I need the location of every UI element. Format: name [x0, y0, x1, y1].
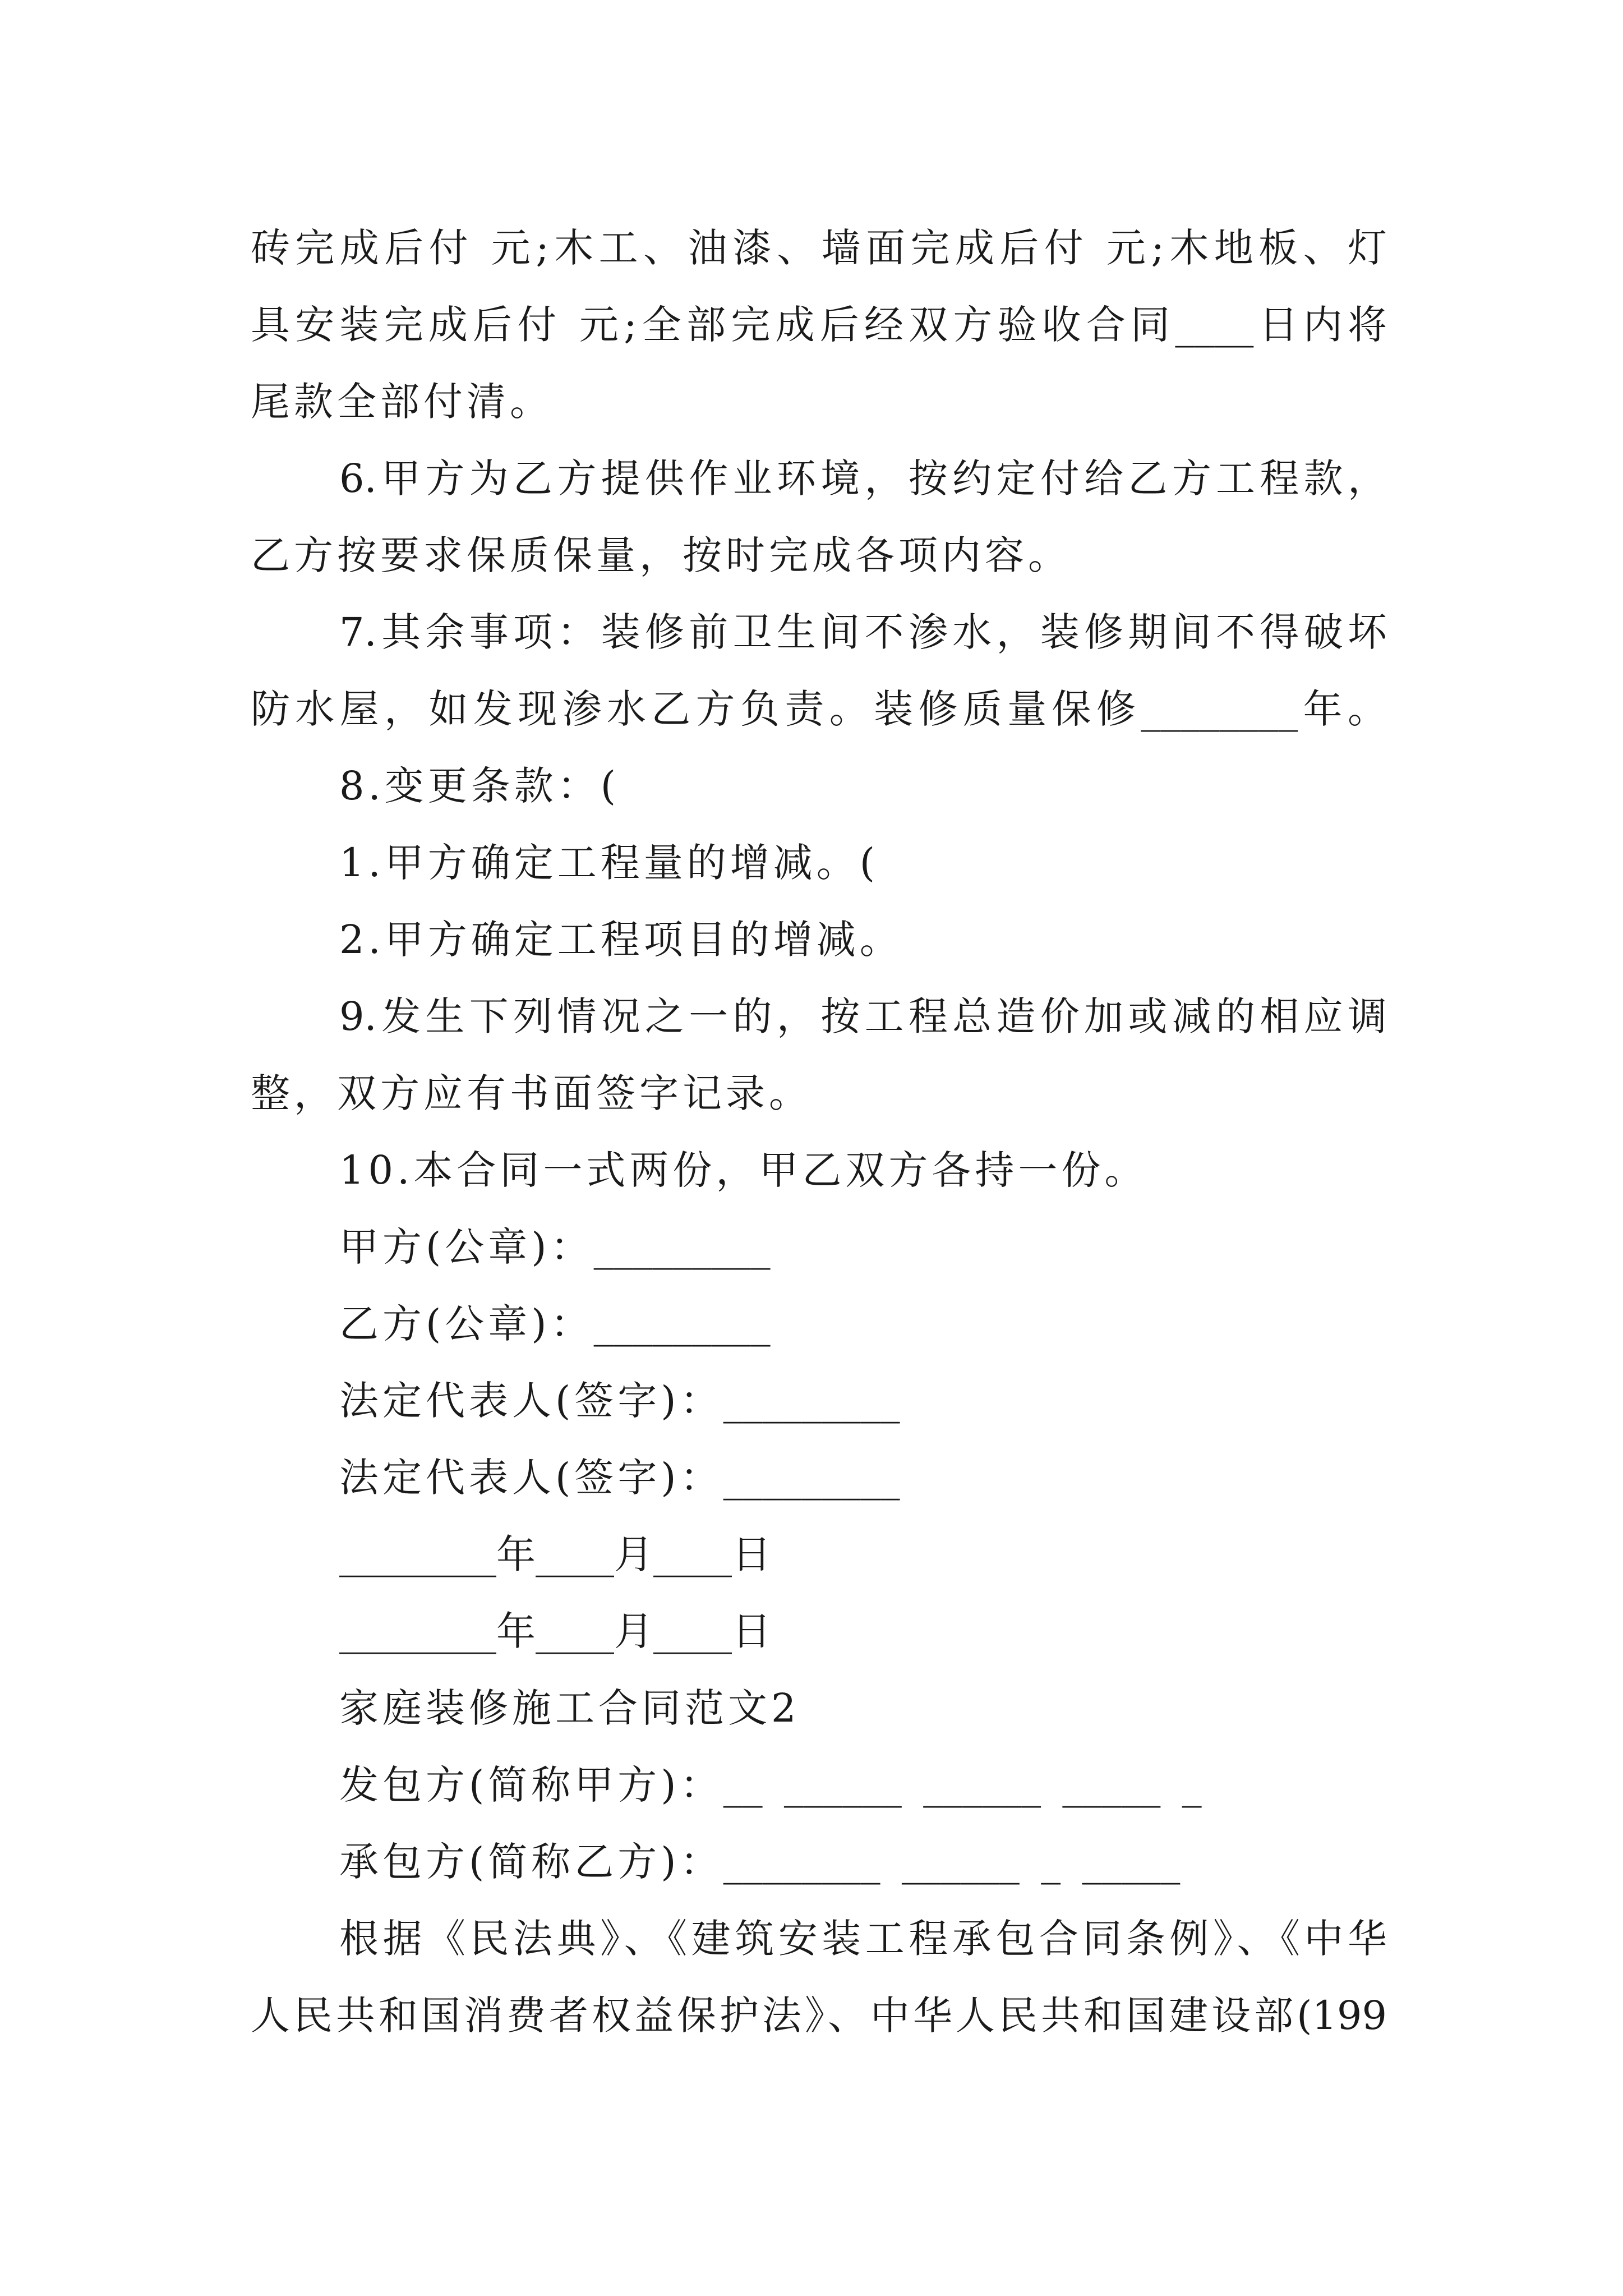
- paragraph-line: 2.甲方确定工程项目的增减。: [339, 917, 903, 963]
- paragraph-line: 6.甲方为乙方提供作业环境，按约定付给乙方工程款，: [339, 455, 1387, 501]
- paragraph-line: 整，双方应有书面签字记录。: [251, 1070, 812, 1116]
- paragraph-line: 根据《民法典》、《建筑安装工程承包合同条例》、《中华: [339, 1916, 1387, 1962]
- signature-label: 法定代表人(签字)：: [339, 1455, 723, 1501]
- date-line: ________年____月____日: [339, 1608, 771, 1654]
- signature-block: [251, 1209, 1387, 1670]
- signature-label: 法定代表人(签字)：: [339, 1378, 723, 1424]
- signature-blank-underline: _________: [723, 1455, 900, 1501]
- paragraph-line: 9.发生下列情况之一的，按工程总造价加或减的相应调: [339, 993, 1387, 1039]
- date-line: ________年____月____日: [339, 1531, 771, 1577]
- paragraph-line: 具安装完成后付 元;全部完成后经双方验收合同____日内将: [251, 302, 1387, 348]
- signature-field-legal-rep-b: [251, 1439, 1387, 1516]
- clause-6-paragraph: [251, 440, 1387, 594]
- clause-9-paragraph: [251, 978, 1387, 1132]
- signature-label: 甲方(公章)：: [339, 1224, 594, 1270]
- section-2: [251, 1670, 1387, 2054]
- party-field-contractor-b: [251, 1824, 1387, 1901]
- paragraph-line: 8.变更条款：(: [339, 763, 620, 809]
- signature-blank-underline: _________: [593, 1301, 771, 1347]
- paragraph-line: 尾款全部付清。: [251, 379, 553, 425]
- section-heading: 家庭装修施工合同范文2: [339, 1685, 800, 1731]
- document-body: [251, 210, 1387, 2054]
- date-field-a: [251, 1516, 1387, 1593]
- party-label: 承包方(简称乙方)：: [339, 1839, 723, 1885]
- payment-terms-paragraph: [251, 210, 1387, 440]
- paragraph-line: 10.本合同一式两份，甲乙双方各持一份。: [339, 1147, 1148, 1193]
- clause-10-paragraph: [251, 1132, 1387, 1209]
- paragraph-line: 人民共和国消费者权益保护法》、中华人民共和国建设部(199: [251, 1993, 1387, 2039]
- paragraph-line: 7.其余事项：装修前卫生间不渗水，装修期间不得破坏: [339, 609, 1387, 655]
- date-field-b: [251, 1593, 1387, 1670]
- paragraph-line: 砖完成后付 元;木工、油漆、墙面完成后付 元;木地板、灯: [251, 225, 1387, 271]
- clause-8-item-2: [251, 901, 1387, 978]
- party-field-contractor-a: [251, 1747, 1387, 1824]
- party-blank-underline: __ ______ ______ _____ _: [723, 1762, 1202, 1808]
- paragraph-line: 防水屋，如发现渗水乙方负责。装修质量保修________年。: [251, 686, 1387, 732]
- paragraph-line: 乙方按要求保质保量，按时完成各项内容。: [251, 532, 1071, 578]
- clause-8-item-1: [251, 825, 1387, 901]
- signature-field-party-a-seal: [251, 1209, 1387, 1286]
- party-label: 发包方(简称甲方)：: [339, 1762, 723, 1808]
- clause-8-paragraph: [251, 748, 1387, 825]
- signature-blank-underline: _________: [593, 1224, 771, 1270]
- signature-field-legal-rep-a: [251, 1363, 1387, 1439]
- party-blank-underline: ________ ______ _ _____: [723, 1839, 1181, 1885]
- paragraph-line: 1.甲方确定工程量的增减。(: [339, 840, 879, 886]
- signature-label: 乙方(公章)：: [339, 1301, 594, 1347]
- signature-blank-underline: _________: [723, 1378, 900, 1424]
- signature-field-party-b-seal: [251, 1286, 1387, 1363]
- clause-7-paragraph: [251, 594, 1387, 748]
